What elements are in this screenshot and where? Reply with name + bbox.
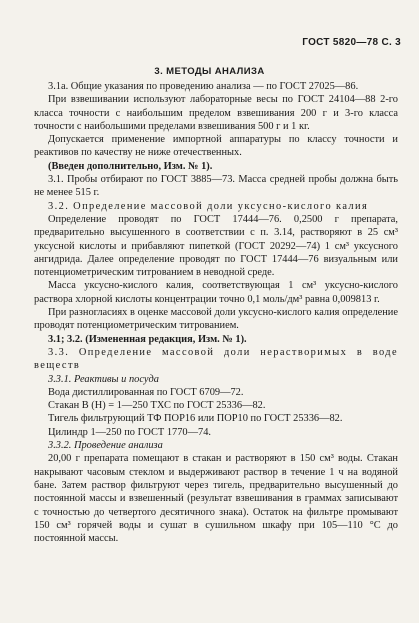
reagent-beaker: Стакан В (Н) = 1—250 ТХС по ГОСТ 25336—82. <box>48 400 266 412</box>
paragraph-3-2-method: Определение проводят по ГОСТ 17444—76. 0,2500 г препарата, предварительно высушенного в соответствии с п. 3.14, растворяют в 25 см³ уксусной кислоты и прибавляют пипеткой (ГОСТ 20292—74) 1 см³ уксусного ангидрида. Далее определение проводят по ГОСТ 17444—76 визуальным или потенциометрическим титрованием в неводной среде. <box>34 213 398 279</box>
reagent-water: Вода дистиллированная по ГОСТ 6709—72. <box>48 386 244 398</box>
paragraph-3-1: 3.1. Пробы отбирают по ГОСТ 3885—73. Масса средней пробы должна быть не менее 515 г. <box>34 174 398 199</box>
amendment-note-2: 3.1; 3.2. (Измененная редакция, Изм. № 1). <box>48 333 247 345</box>
subsection-heading-3-3: 3.3. Определение массовой доли нерастворимых в воде веществ <box>34 346 398 372</box>
paragraph-3-2-disputes: При разногласиях в оценке массовой доли уксусно-кислого калия определение проводят потенциометрическим титрованием. <box>34 307 398 332</box>
amendment-note-1: (Введен дополнительно, Изм. № 1). <box>48 160 213 172</box>
paragraph-3-1a: 3.1а. Общие указания по проведению анализа — по ГОСТ 27025—86. <box>48 81 359 92</box>
subsection-heading-3-3-1: 3.3.1. Реактивы и посуда <box>48 373 159 385</box>
paragraph-3-2-mass: Масса уксусно-кислого калия, соответствующая 1 см³ уксусно-кислого раствора хлорной кислоты концентрации точно 0,1 моль/дм³ равна 0,009813 г. <box>34 280 398 305</box>
page-header: ГОСТ 5820—78 С. 3 <box>302 37 401 48</box>
paragraph-import-equipment: Допускается применение импортной аппаратуры по классу точности и реактивов по качеству не ниже отечественных. <box>34 134 398 159</box>
section-title: 3. МЕТОДЫ АНАЛИЗА <box>154 66 265 77</box>
document-body <box>34 80 398 545</box>
subsection-heading-3-2: 3.2. Определение массовой доли уксусно-кислого калия <box>48 200 369 212</box>
paragraph-3-3-2-procedure: 20,00 г препарата помещают в стакан и растворяют в 150 см³ воды. Стакан накрывают часовым стеклом и выдерживают раствор в течение 1 ч на водяной бане. Затем раствор фильтруют через тигель, предварительно высушенный до постоянной массы и взвешенный (результат взвешивания в граммах записывают с точностью до четвертого десятичного знака). Остаток на фильтре промывают 150 см³ горячей воды и сушат в сушильном шкафу при 105—110 °С до постоянной массы. <box>34 453 398 545</box>
reagent-cylinder: Цилиндр 1—250 по ГОСТ 1770—74. <box>48 426 211 438</box>
paragraph-weighing: При взвешивании используют лабораторные весы по ГОСТ 24104—88 2-го класса точности с наибольшим пределом взвешивания 200 г и 3-го класса точности с наибольшими пределами взвешивания 500 г и 1 кг. <box>34 94 398 132</box>
subsection-heading-3-3-2: 3.3.2. Проведение анализа <box>48 440 163 452</box>
reagent-crucible: Тигель фильтрующий ТФ ПОР16 или ПОР10 по ГОСТ 25336—82. <box>48 413 343 425</box>
